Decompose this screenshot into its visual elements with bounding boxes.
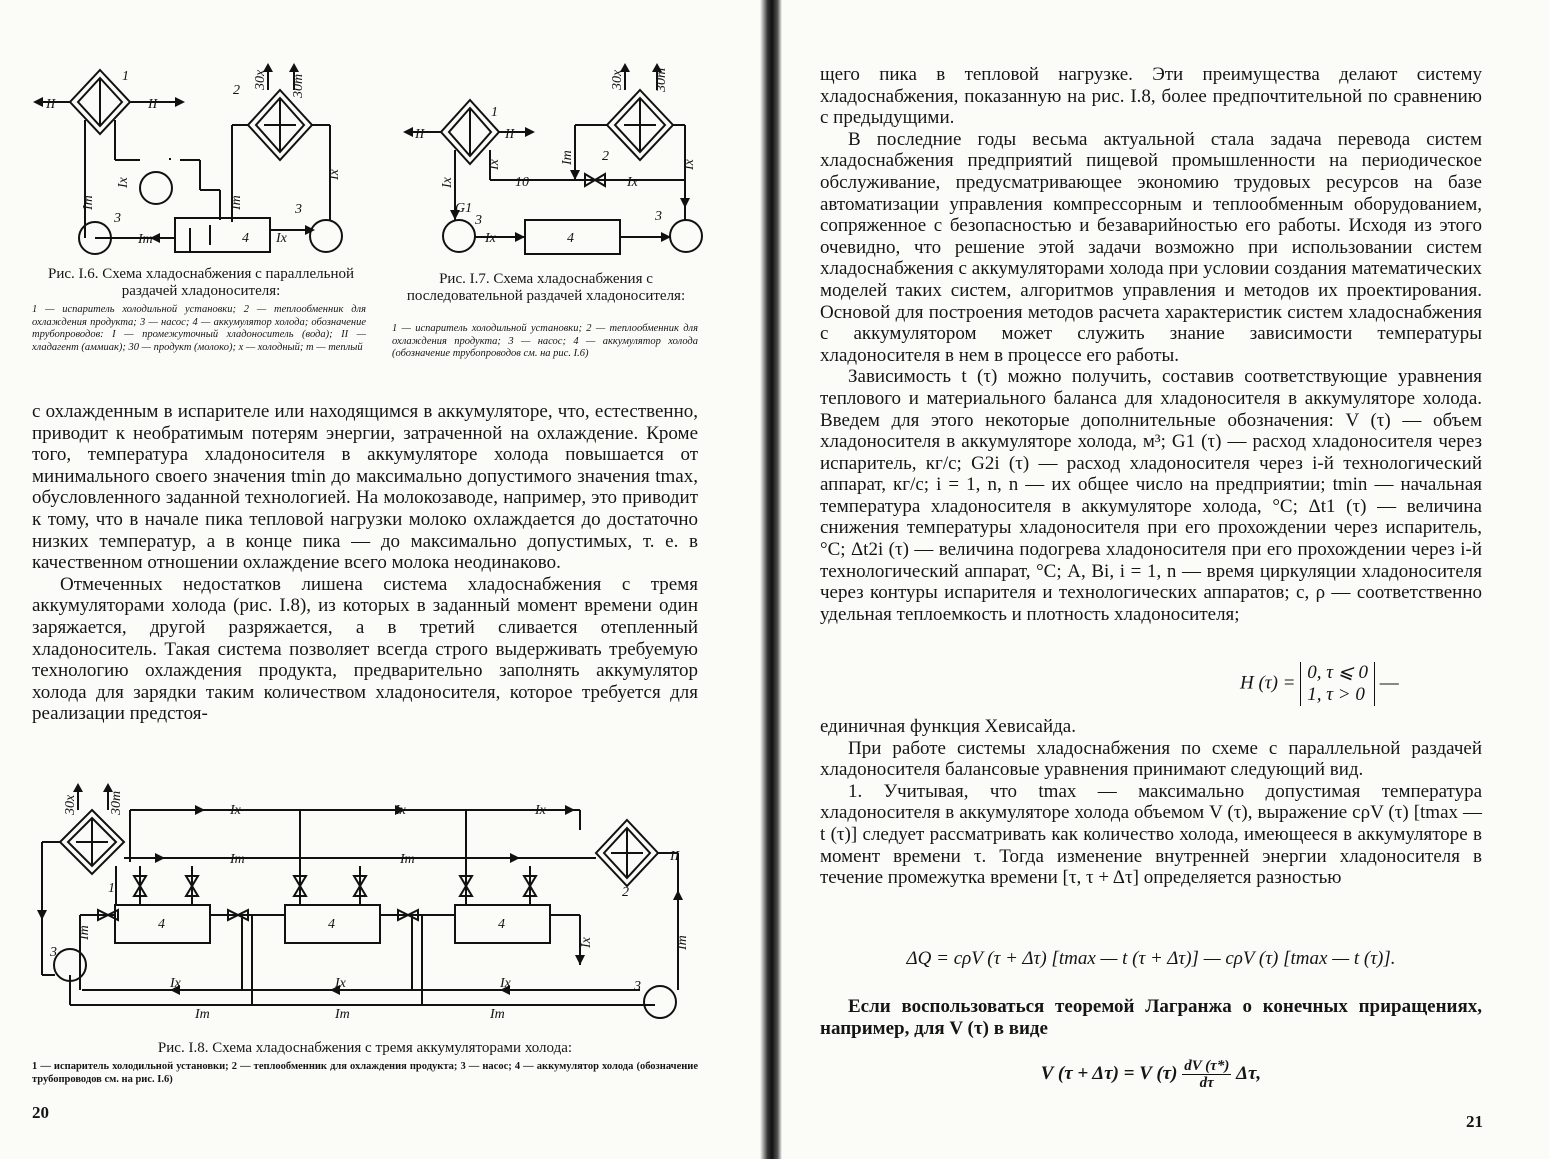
heaviside-tail: — [1379, 672, 1399, 694]
fig17-caption [392, 271, 700, 305]
figure-1-7 [395, 60, 705, 270]
book-gutter [760, 0, 782, 1159]
fig16-label-4: 4 [242, 231, 249, 246]
left-paragraph-1: с охлажденным в испарителе или находящимся в аккумуляторе, что, естественно, приводит к необратимым потерям энергии, затраченной на охлаждение. Кроме того, температура хладоносителя в аккумуляторе холода повышается от минимального своего значения tmin до максимально допустимого значения tmax, обусловленного заданной технологией. На молокозаводе, например, это приводит к тому, что в начале пика тепловой нагрузки молоко охлаждается до достаточно низких температур, а в конце пика — до максимально допустимых, т. е. в качественном отношении охлаждение всего молока неодинаково. [32, 401, 698, 574]
right-body-text [820, 64, 1482, 625]
fig17-label-II-left: II [415, 127, 425, 142]
fig16-legend: 1 — испаритель холодильной установки; 2 — теплообменник для охлаждения продукта; 3 — насос; 4 — аккумулятор холода; обозначение трубопроводов: I — промежуточный хладоноситель (вода); II — хладагент (аммиак); 30 — продукт (молоко); х — холодный; т — теплый [32, 304, 366, 353]
right-page [790, 0, 1549, 1159]
heaviside-end: единичная функция Хевисайда. [820, 716, 1076, 737]
fig17-label-30x: 30x [610, 69, 625, 90]
figure-1-6 [30, 60, 375, 270]
fig18-label-It-right: Iт [675, 935, 690, 950]
fig17-label-II-right: II [505, 127, 515, 142]
fig18-label-4b: 4 [328, 917, 335, 932]
heaviside-case-1: 0, τ ⩽ 0 [1307, 662, 1368, 683]
fig17-label-3a: 3 [475, 213, 482, 228]
left-paragraph-2: Отмеченных недостатков лишена система хладоснабжения с тремя аккумуляторами холода (рис. I.8), из которых в заданный момент времени один заряжается, другой разряжается, а в третий сливается отепленный хладоноситель. Такая система позволяет всегда строго выдерживать требуемую технологию охлаждения продукта, предварительно заполнять аккумулятор холода для зарядки таким количеством хладоносителя, которое требуется для реализации предстоя- [32, 573, 698, 725]
fig18-caption-title: Рис. I.8. Схема хладоснабжения с тремя аккумуляторами холода: [157, 1040, 573, 1056]
formula-lagrange-fraction [1182, 1058, 1231, 1091]
fig18-label-2: 2 [622, 885, 629, 900]
fig17-label-Ix-3: Ix [627, 175, 638, 190]
fig18-label-Ix-top-2: Ix [395, 803, 406, 818]
fig17-label-3b: 3 [655, 209, 662, 224]
fig18-label-4a: 4 [158, 917, 165, 932]
fig18-label-Ix-top-1: Ix [230, 803, 241, 818]
fig16-label-It-1: Iт [81, 195, 96, 210]
fig17-legend: 1 — испаритель холодильной установки; 2 — теплообменник для охлаждения продукта; 3 — насос; 4 — аккумулятор холода (обозначение трубопроводов см. на рис. I.6) [392, 323, 698, 359]
fig17-label-Ix-5: Ix [485, 231, 496, 246]
fig18-label-30t: 30т [109, 790, 124, 815]
heaviside-case-2: 1, τ > 0 [1307, 684, 1365, 705]
fig18-label-Ix-right: Ix [579, 937, 594, 948]
fig16-label-3a: 3 [114, 211, 121, 226]
right-body-text-2 [820, 716, 1482, 889]
fig16-label-Ix-2: Ix [327, 169, 342, 180]
fig18-label-It-left: Iт [77, 925, 92, 940]
fig18-label-It-bot-2: Iт [335, 1007, 350, 1022]
fig18-legend: 1 — испаритель холодильной установки; 2 — теплообменник для охлаждения продукта; 3 — насос; 4 — аккумулятор холода (обозначение трубопроводов см. на рис. I.6) [32, 1061, 698, 1085]
fig16-label-3b: 3 [295, 202, 302, 217]
fig18-label-Ix-top-3: Ix [535, 803, 546, 818]
fig18-label-4c: 4 [498, 917, 505, 932]
right-paragraph-1: щего пика в тепловой нагрузке. Эти преимущества делают систему хладоснабжения, показанную на рис. I.8, более предпочтительной по сравнению с предыдущими. [820, 64, 1482, 129]
right-paragraph-4: При работе системы хладоснабжения по схеме с параллельной раздачей хладоносителя балансовые уравнения принимают следующий вид. [820, 737, 1482, 781]
fig18-label-3b: 3 [634, 979, 641, 994]
heaviside-cases [1300, 662, 1375, 706]
fig17-label-2: 2 [602, 149, 609, 164]
fig17-label-Ix-1: Ix [440, 177, 455, 188]
fig18-label-It-bot-1: Iт [195, 1007, 210, 1022]
fig18-label-Ix-bot-2: Ix [335, 976, 346, 991]
formula-delta-q: ΔQ = cρV (τ + Δτ) [tmax — t (τ + Δτ)] — cρV (τ) [tmax — t (τ)]. [906, 948, 1396, 969]
fig17-label-10: 10 [515, 175, 529, 190]
fig16-label-It-3: Iт [138, 232, 153, 247]
fig17-label-Ix-4: Ix [682, 159, 697, 170]
fig18-label-It-mid-2: Iт [400, 852, 415, 867]
formula-lagrange-numerator: dV (τ*) [1184, 1058, 1230, 1074]
page-number-left: 20 [32, 1103, 49, 1122]
fig16-label-1: 1 [122, 69, 129, 84]
fig17-label-It-1: Iт [560, 150, 575, 165]
fig18-label-Ix-bot-1: Ix [170, 976, 181, 991]
heaviside-lhs: H (τ) = [1240, 672, 1296, 694]
fig18-label-3a: 3 [50, 945, 57, 960]
fig16-label-Ix-3: Ix [276, 231, 287, 246]
fig18-label-Ix-bot-3: Ix [500, 976, 511, 991]
fig18-caption [32, 1040, 698, 1057]
fig16-caption-title: Рис. I.6. Схема хладоснабжения с параллельной раздачей хладоносителя: [47, 266, 355, 299]
fig18-label-It-bot-3: Iт [490, 1007, 505, 1022]
fig16-label-2: 2 [233, 83, 240, 98]
heaviside-line [1240, 662, 1490, 706]
left-body-text [32, 401, 698, 725]
figure-1-8 [30, 780, 700, 1035]
fig16-label-30x: 30x [253, 69, 268, 90]
right-paragraph-5: 1. Учитывая, что tmax — максимально допустимая температура хладоносителя в аккумуляторе холода объемом V (τ), выражение cρV (τ) [tmax — t (τ)] следует рассматривать как количество холода, имеющееся в аккумуляторе в момент времени τ. Тогда изменение внутренней энергии хладоносителя в течение промежутка времени [τ, τ + Δτ] определяется разностью [820, 780, 1482, 889]
fig17-caption-title: Рис. I.7. Схема хладоснабжения с последовательной раздачей хладоносителя: [406, 271, 686, 304]
fig18-label-It-mid-1: Iт [230, 852, 245, 867]
fig16-label-It-2: Iт [229, 195, 244, 210]
formula-lagrange-lhs: V (τ + Δτ) = V (τ) [1040, 1062, 1178, 1084]
page-number-right: 21 [1466, 1112, 1483, 1131]
fig18-label-30x: 30x [63, 794, 78, 815]
right-paragraph-3: Зависимость t (τ) можно получить, составив соответствующие уравнения теплового и материального баланса для хладоносителя в аккумуляторе холода. Введем для этого некоторые дополнительные обозначения: V (τ) — объем хладоносителя в аккумуляторе холода, м³; G1 (τ) — расход хладоносителя через испаритель, кг/с; G2i (τ) — расход хладоносителя через i-й технологический аппарат, кг/с; i = 1, n, n — их общее число на предприятии; tmin — начальная температура хладоносителя в аккумуляторе холода, °С; Δt1 (τ) — величина снижения температуры хладоносителя при его прохождении через испаритель, °С; Δt2i (τ) — величина подогрева хладоносителя при его прохождении через i-й технологический аппарат, °С; A, Bi, i = 1, n — время циркуляции хладоносителя через контуры испарителя и технологических аппаратов; c, ρ — соответственно удельная теплоемкость и плотность хладоносителя; [820, 366, 1482, 625]
right-paragraph-2: В последние годы весьма актуальной стала задача перевода систем хладоснабжения предприятий пищевой промышленности на периодическое обслуживание, предусматривающее экономию трудовых ресурсов на базе автоматизации управления компрессорным и теплообменным оборудованием, сопряженное с безопасностью и безаварийностью его работы. Исходя из этого очевидно, что решение этой задачи возможно при использовании систем хладоснабжения с аккумуляторами холода при условии создания математических моделей таких систем, алгоритмов управления и методов их проектирования. Основой для построения методов расчета характеристик систем хладоснабжения с аккумулятором может служить знание зависимости температуры хладоносителя в нем в процессе его работы. [820, 128, 1482, 366]
fig16-caption [32, 266, 370, 300]
fig16-label-II-right: II [148, 97, 158, 112]
left-page [0, 0, 770, 1159]
fig16-label-II-left: II [46, 97, 56, 112]
formula-lagrange-denominator: dτ [1199, 1075, 1214, 1091]
right-paragraph-6: Если воспользоваться теоремой Лагранжа о конечных приращениях, например, для V (τ) в виде [820, 996, 1482, 1039]
fig17-label-4: 4 [567, 231, 574, 246]
fig17-label-1: 1 [491, 105, 498, 120]
fig18-label-1: 1 [108, 881, 115, 896]
formula-lagrange [820, 1058, 1482, 1091]
fig16-label-Ix-1: Ix [116, 177, 131, 188]
fig18-label-II: II [670, 849, 680, 864]
fig17-label-G1: G1 [455, 201, 473, 216]
fig17-label-30t: 30т [654, 67, 669, 92]
fig16-label-30t: 30т [291, 73, 306, 98]
fig17-label-Ix-2: Ix [487, 159, 502, 170]
formula-lagrange-rhs: Δτ, [1236, 1062, 1262, 1084]
